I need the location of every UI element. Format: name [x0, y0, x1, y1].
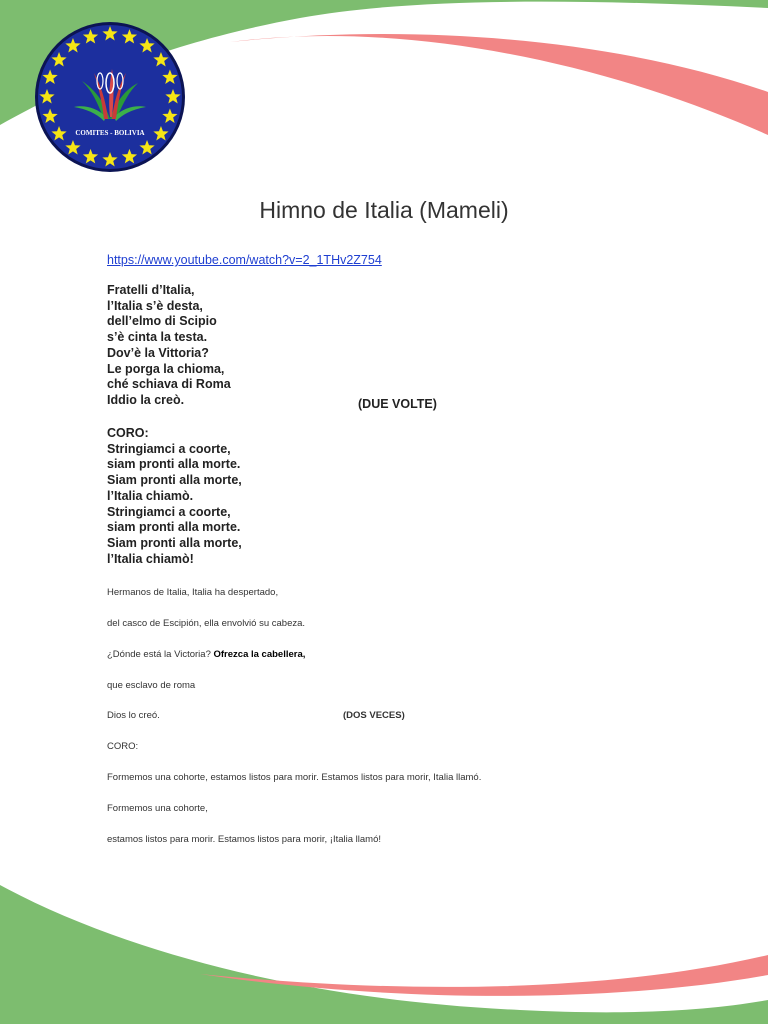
translation-line-3	[107, 649, 305, 660]
translation-line-2: del casco de Escipión, ella envolvió su cabeza.	[107, 618, 306, 629]
verse-line: Siam pronti alla morte,	[107, 535, 242, 550]
youtube-link[interactable]: https://www.youtube.com/watch?v=2_1THv2Z754	[107, 253, 382, 267]
translation-line-7: Formemos una cohorte, estamos listos para morir. Estamos listos para morir, Italia llamó.	[107, 772, 482, 783]
page-title: Himno de Italia (Mameli)	[259, 197, 509, 223]
verse-line: siam pronti alla morte.	[107, 520, 241, 535]
verse-line: Fratelli d’Italia,	[107, 283, 195, 297]
verse-line: siam pronti alla morte.	[107, 457, 241, 472]
verse-line: l’Italia s’è desta,	[107, 298, 203, 313]
translation-line-8: Formemos una cohorte,	[107, 803, 208, 814]
chorus-label: CORO:	[107, 426, 149, 440]
verse-line: l’Italia chiamò.	[107, 488, 194, 503]
verse-line: ché schiava di Roma	[107, 377, 231, 392]
stanza-1	[107, 283, 231, 409]
translation-line-5: Dios lo creó.	[107, 710, 160, 721]
verse-line: l’Italia chiamò!	[107, 551, 194, 566]
logo-text: COMITES - BOLIVIA	[75, 129, 145, 137]
translation-line-3a: ¿Dónde está la Victoria?	[107, 649, 211, 660]
verse-line: Siam pronti alla morte,	[107, 473, 242, 488]
translation-line-3b: Ofrezca la cabellera,	[213, 649, 306, 660]
verse-line: Stringiamci a coorte,	[107, 504, 231, 519]
due-volte-note: (DUE VOLTE)	[358, 397, 437, 411]
translation-line-9: estamos listos para morir. Estamos listos para morir, ¡Italia llamó!	[107, 834, 382, 845]
translation-line-4: que esclavo de roma	[107, 680, 196, 691]
verse-line: Le porga la chioma,	[107, 361, 225, 376]
translation-line-1: Hermanos de Italia, Italia ha despertado,	[107, 587, 279, 598]
dos-veces-note: (DOS VECES)	[343, 710, 405, 721]
verse-line: s’è cinta la testa.	[107, 330, 208, 345]
verse-line: dell’elmo di Scipio	[107, 314, 217, 329]
chorus	[107, 426, 242, 567]
verse-line: Stringiamci a coorte,	[107, 441, 231, 456]
verse-line: Iddio la creò.	[107, 392, 185, 407]
verse-line: Dov’è la Vittoria?	[107, 345, 209, 360]
translation-chorus-label: CORO:	[107, 741, 139, 752]
